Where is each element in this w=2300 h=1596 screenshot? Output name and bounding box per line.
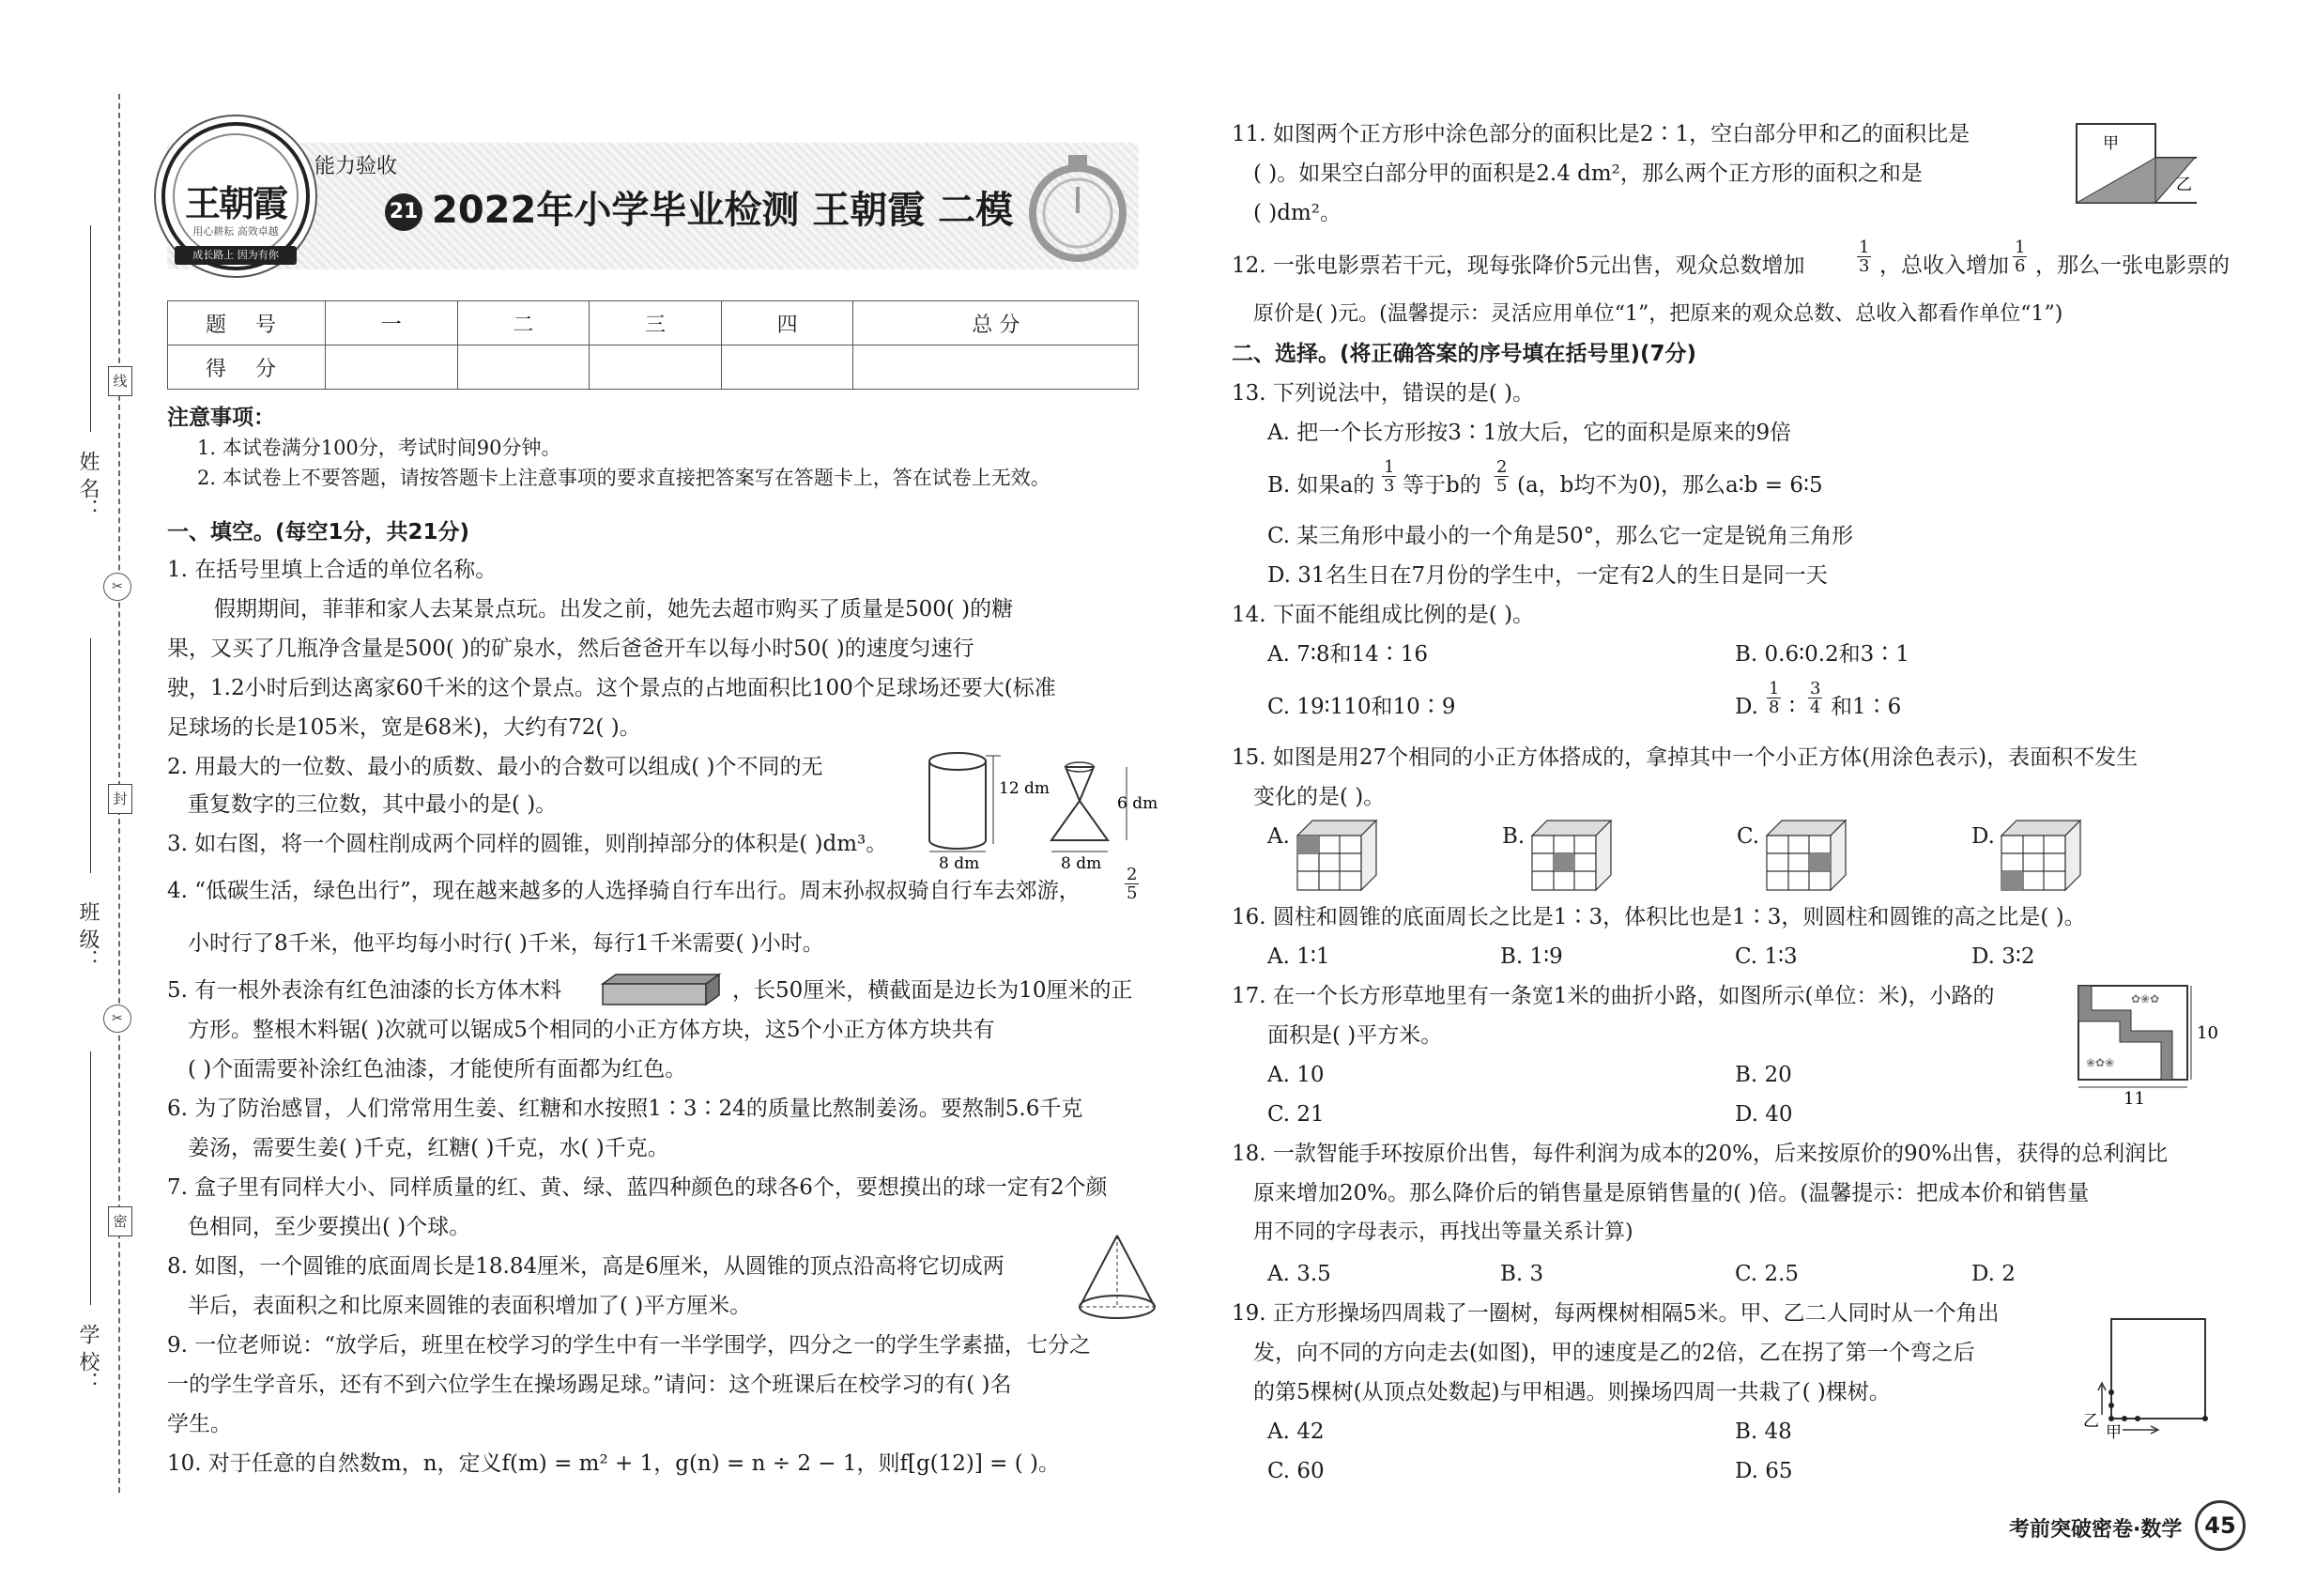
q13-option-b-part: B. 如果a的 [1267, 473, 1375, 498]
q17-option-b: B. 20 [1735, 1063, 1792, 1087]
frac-bottom: 4 [1810, 698, 1821, 717]
q14-fraction-b [1806, 680, 1824, 716]
two-squares-figure [2075, 122, 2197, 207]
grass-path-figure [2075, 982, 2225, 1104]
stopwatch-icon [1021, 138, 1134, 269]
frac-top: 1 [1859, 238, 1870, 257]
name-underline [90, 225, 91, 432]
q14-option-c: C. 19∶110和10∶9 [1267, 695, 1456, 719]
svg-text:✿❀✿: ✿❀✿ [2131, 992, 2160, 1005]
cone-height-label: 6 dm [1117, 794, 1158, 813]
score-cell: 三 [590, 301, 722, 345]
q13-option-b-part: (a，b均不为0)，那么a∶b = 6∶5 [1517, 473, 1823, 498]
cylinder-cone-figure [901, 746, 1164, 868]
q3-line: 3. 如右图，将一个圆柱削成两个同样的圆锥，则削掉部分的体积是( )dm³。 [167, 832, 888, 856]
q11-line: 11. 如图两个正方形中涂色部分的面积比是2∶1，空白部分甲和乙的面积比是 [1232, 122, 1970, 146]
q13-option-b-part: 等于b的 [1403, 473, 1481, 498]
jia-label: 甲 [2103, 134, 2119, 153]
q5-line: ，长50厘米，横截面是边长为10厘米的正 [732, 978, 1133, 1003]
scissors-icon: ✂ [103, 573, 131, 601]
q4-line: 4. “低碳生活，绿色出行”，现在越来越多的人选择骑自行车出行。周末孙叔叔骑自行车去郊游， [167, 879, 1081, 903]
q13-line: 13. 下列说法中，错误的是( )。 [1232, 381, 1535, 406]
q18-option-a: A. 3.5 [1267, 1262, 1331, 1286]
q12-line: ，那么一张电影票的 [2035, 253, 2230, 278]
class-underline [90, 638, 91, 873]
q7-line: 色相同，至少要摸出( )个球。 [188, 1215, 471, 1239]
frac-bottom: 5 [1496, 476, 1508, 496]
q16-option-a: A. 1∶1 [1267, 944, 1330, 969]
cube-option-d [2000, 819, 2084, 894]
score-cell: 总 分 [853, 301, 1139, 345]
class-label: 班 级： [76, 901, 100, 970]
q16-option-b: B. 1∶9 [1500, 944, 1563, 969]
q15-label-d: D. [1971, 824, 1995, 849]
school-underline [90, 1051, 91, 1305]
q12-line: 原价是( )元。(温馨提示：灵活应用单位“1”，把原来的观众总数、总收入都看作单位“1”) [1253, 302, 2063, 326]
frac-top: 1 [2015, 238, 2026, 257]
logo-banner: 成长路上 因为有你 [175, 246, 297, 265]
q4-line: 小时行了8千米，他平均每小时行( )千米，每行1千米需要( )小时。 [188, 931, 824, 956]
q14-fraction-a [1765, 680, 1783, 716]
path-width-label: 11 [2124, 1089, 2145, 1104]
score-blank [853, 345, 1139, 390]
q14-line: 14. 下面不能组成比例的是( )。 [1232, 603, 1535, 627]
footer-text: 考前突破密卷·数学 [2009, 1518, 2183, 1542]
q17-option-a: A. 10 [1267, 1063, 1325, 1087]
score-cell: 二 [457, 301, 590, 345]
q2-line: 重复数字的三位数，其中最小的是( )。 [188, 792, 558, 817]
q19-option-c: C. 60 [1267, 1459, 1325, 1483]
jia-walker-label: 甲 [2106, 1423, 2122, 1442]
q13-option-a: A. 把一个长方形按3∶1放大后，它的面积是原来的9倍 [1267, 421, 1792, 445]
q1-line: 假期期间，菲菲和家人去某景点玩。出发之前，她先去超市购买了质量是500( )的糖 [214, 597, 1014, 622]
q18-line: 用不同的字母表示，再找出等量关系计算) [1253, 1220, 1633, 1244]
school-label: 学 校： [76, 1324, 100, 1392]
q16-option-c: C. 1∶3 [1735, 944, 1798, 969]
wood-beam-figure [601, 973, 723, 1006]
score-value-row [168, 345, 1139, 390]
q17-line: 面积是( )平方米。 [1267, 1023, 1443, 1048]
frac-top: 2 [1496, 457, 1508, 477]
q14-option-a: A. 7∶8和14∶16 [1267, 642, 1429, 667]
q8-line: 8. 如图，一个圆锥的底面周长是18.84厘米，高是6厘米，从圆锥的顶点沿高将它切成两 [167, 1254, 1004, 1279]
seal-mark-mi: 密 [108, 1206, 132, 1236]
q14-option-b: B. 0.6∶0.2和3∶1 [1735, 642, 1909, 667]
frac-bottom: 3 [1859, 256, 1870, 276]
page-title [385, 180, 1013, 234]
q15-line: 变化的是( )。 [1253, 785, 1386, 809]
q11-line: ( )。如果空白部分甲的面积是2.4 dm²，那么两个正方形的面积之和是 [1253, 161, 1923, 186]
score-blank [590, 345, 722, 390]
score-cell: 题 号 [168, 301, 326, 345]
score-header-row [168, 301, 1139, 345]
q13-option-c: C. 某三角形中最小的一个角是50°，那么它一定是锐角三角形 [1267, 524, 1854, 548]
q9-line: 一的学生学音乐，还有不到六位学生在操场踢足球。”请问：这个班课后在校学习的有( )名 [167, 1373, 1012, 1397]
q5-line: 5. 有一根外表涂有红色油漆的长方体木料 [167, 978, 562, 1003]
q10-line: 10. 对于任意的自然数m，n，定义f(m) = m² + 1，g(n) = n ÷ 2 − 1，则f[g(12)] = ( )。 [167, 1451, 1061, 1476]
cube-option-b [1530, 819, 1615, 894]
cylinder-height-label: 12 dm [999, 779, 1050, 798]
brand-logo [161, 122, 310, 270]
frac-top: 1 [1384, 457, 1395, 477]
seal-mark-feng: 封 [108, 784, 132, 814]
q12-line: ，总收入增加 [1879, 253, 2009, 278]
frac-bottom: 3 [1384, 476, 1395, 496]
path-height-label: 10 [2197, 1023, 2218, 1043]
q19-option-a: A. 42 [1267, 1420, 1325, 1444]
yi-label: 乙 [2176, 176, 2192, 194]
q15-label-a: A. [1267, 824, 1290, 849]
svg-text:❀✿❀: ❀✿❀ [2086, 1056, 2115, 1069]
q1-line: 果，又买了几瓶净含量是500( )的矿泉水，然后爸爸开车以每小时50( )的速度匀速行 [167, 637, 974, 661]
q17-option-c: C. 21 [1267, 1102, 1325, 1127]
logo-text: 王朝霞 [184, 182, 286, 224]
q8-line: 半后，表面积之和比原来圆锥的表面积增加了( )平方厘米。 [188, 1294, 752, 1318]
q18-option-d: D. 2 [1971, 1262, 2016, 1286]
q19-line: 19. 正方形操场四周栽了一圈树，每两棵树相隔5米。甲、乙二人同时从一个角出 [1232, 1301, 2000, 1326]
frac-bottom: 6 [2015, 256, 2026, 276]
score-table [167, 300, 1139, 390]
q15-line: 15. 如图是用27个相同的小正方体搭成的，拿掉其中一个小正方体(用涂色表示)，表面积不发生 [1232, 745, 2139, 770]
q13-fraction-b [1493, 458, 1510, 495]
square-field-figure [2079, 1310, 2220, 1450]
binding-strip [0, 0, 150, 1596]
note-item: 1. 本试卷满分100分，考试时间90分钟。 [197, 437, 561, 459]
cube-option-c [1765, 819, 1849, 894]
frac-top: 3 [1810, 679, 1821, 698]
frac-top: 2 [1127, 865, 1138, 884]
cylinder-diameter-label: 8 dm [939, 854, 980, 868]
q16-option-d: D. 3∶2 [1971, 944, 2035, 969]
yi-walker-label: 乙 [2083, 1412, 2099, 1431]
cone-diameter-label: 8 dm [1061, 854, 1102, 868]
q12-line: 12. 一张电影票若干元，现每张降价5元出售，观众总数增加 [1232, 253, 1805, 278]
note-item: 2. 本试卷上不要答题，请按答题卡上注意事项的要求直接把答案写在答题卡上，答在试卷上无效。 [197, 467, 1050, 489]
name-label: 姓 名： [76, 451, 100, 519]
q19-line: 的第5棵树(从顶点处数起)与甲相遇。则操场四周一共栽了( )棵树。 [1253, 1380, 1891, 1404]
scissors-icon: ✂ [103, 1005, 131, 1033]
exam-number-badge: 21 [385, 193, 422, 231]
q9-line: 9. 一位老师说：“放学后，班里在校学习的学生中有一半学围学，四分之一的学生学素描，七分之 [167, 1333, 1092, 1358]
score-blank [326, 345, 458, 390]
cube-option-a [1296, 819, 1380, 894]
score-cell: 一 [326, 301, 458, 345]
q13-option-d: D. 31名生日在7月份的学生中，一定有2人的生日是同一天 [1267, 563, 1828, 588]
score-blank [721, 345, 853, 390]
page-number: 45 [2195, 1500, 2246, 1551]
seal-mark-xian: 线 [108, 366, 132, 396]
q9-line: 学生。 [167, 1412, 232, 1436]
q14-colon: ∶ [1789, 695, 1795, 719]
frac-bottom: 8 [1769, 698, 1780, 717]
frac-top: 1 [1769, 679, 1780, 698]
section-1-heading: 一、填空。(每空1分，共21分) [167, 520, 470, 545]
q11-line: ( )dm²。 [1253, 201, 1342, 225]
q2-line: 2. 用最大的一位数、最小的质数、最小的合数可以组成( )个不同的无 [167, 755, 823, 779]
q5-line: 方形。整根木料锯( )次就可以锯成5个相同的小正方体方块，这5个小正方体方块共有 [188, 1018, 995, 1042]
q18-line: 原来增加20%。那么降价后的销售量是原销售量的( )倍。(温馨提示：把成本价和销售量 [1253, 1181, 2090, 1205]
frac-bottom: 5 [1127, 883, 1138, 903]
q12-fraction-a [1855, 238, 1873, 275]
q1-line: 驶，1.2小时后到达离家60千米的这个景点。这个景点的占地面积比100个足球场还要大(标准 [167, 676, 1056, 700]
q18-option-b: B. 3 [1500, 1262, 1544, 1286]
header-tag: 能力验收 [314, 155, 398, 178]
logo-subtitle: 用心耕耘 高效卓越 [192, 225, 279, 238]
q19-option-d: D. 65 [1735, 1459, 1793, 1483]
q1-line: 1. 在括号里填上合适的单位名称。 [167, 558, 498, 582]
q18-option-c: C. 2.5 [1735, 1262, 1799, 1286]
cone-figure [1070, 1230, 1164, 1324]
q13-fraction-a [1380, 458, 1398, 495]
score-cell: 四 [721, 301, 853, 345]
q14-option-d: D. [1735, 695, 1758, 719]
notes-heading: 注意事项： [167, 406, 275, 430]
q7-line: 7. 盒子里有同样大小、同样质量的红、黄、绿、蓝四种颜色的球各6个，要想摸出的球一定有2个颜 [167, 1175, 1108, 1200]
q19-option-b: B. 48 [1735, 1420, 1792, 1444]
q17-line: 17. 在一个长方形草地里有一条宽1米的曲折小路，如图所示(单位：米)，小路的 [1232, 984, 1995, 1008]
q6-line: 6. 为了防治感冒，人们常常用生姜、红糖和水按照1∶3∶24的质量比熬制姜汤。要熬制5.6千克 [167, 1097, 1083, 1121]
q1-line: 足球场的长是105米，宽是68米)，大约有72( )。 [167, 715, 641, 740]
section-2-heading: 二、选择。(将正确答案的序号填在括号里)(7分) [1232, 342, 1697, 366]
q17-option-d: D. 40 [1735, 1102, 1793, 1127]
q18-line: 18. 一款智能手环按原价出售，每件利润为成本的20%，后来按原价的90%出售，获得的总利润比 [1232, 1142, 2169, 1166]
q4-fraction [1123, 866, 1141, 902]
score-cell: 得 分 [168, 345, 326, 390]
q19-line: 发，向不同的方向走去(如图)，甲的速度是乙的2倍，乙在拐了第一个弯之后 [1253, 1341, 1975, 1365]
q15-label-c: C. [1737, 824, 1760, 849]
q5-line: ( )个面需要补涂红色油漆，才能使所有面都为红色。 [188, 1057, 687, 1082]
q15-label-b: B. [1502, 824, 1526, 849]
q12-fraction-b [2011, 238, 2029, 275]
q16-line: 16. 圆柱和圆锥的底面周长之比是1∶3，体积比也是1∶3，则圆柱和圆锥的高之比是( )。 [1232, 905, 2086, 929]
score-blank [457, 345, 590, 390]
exam-title: 2022年小学毕业检测 王朝霞 二模 [432, 189, 1014, 232]
q14-option-d: 和1∶6 [1831, 695, 1902, 719]
q6-line: 姜汤，需要生姜( )千克，红糖( )千克，水( )千克。 [188, 1136, 669, 1160]
